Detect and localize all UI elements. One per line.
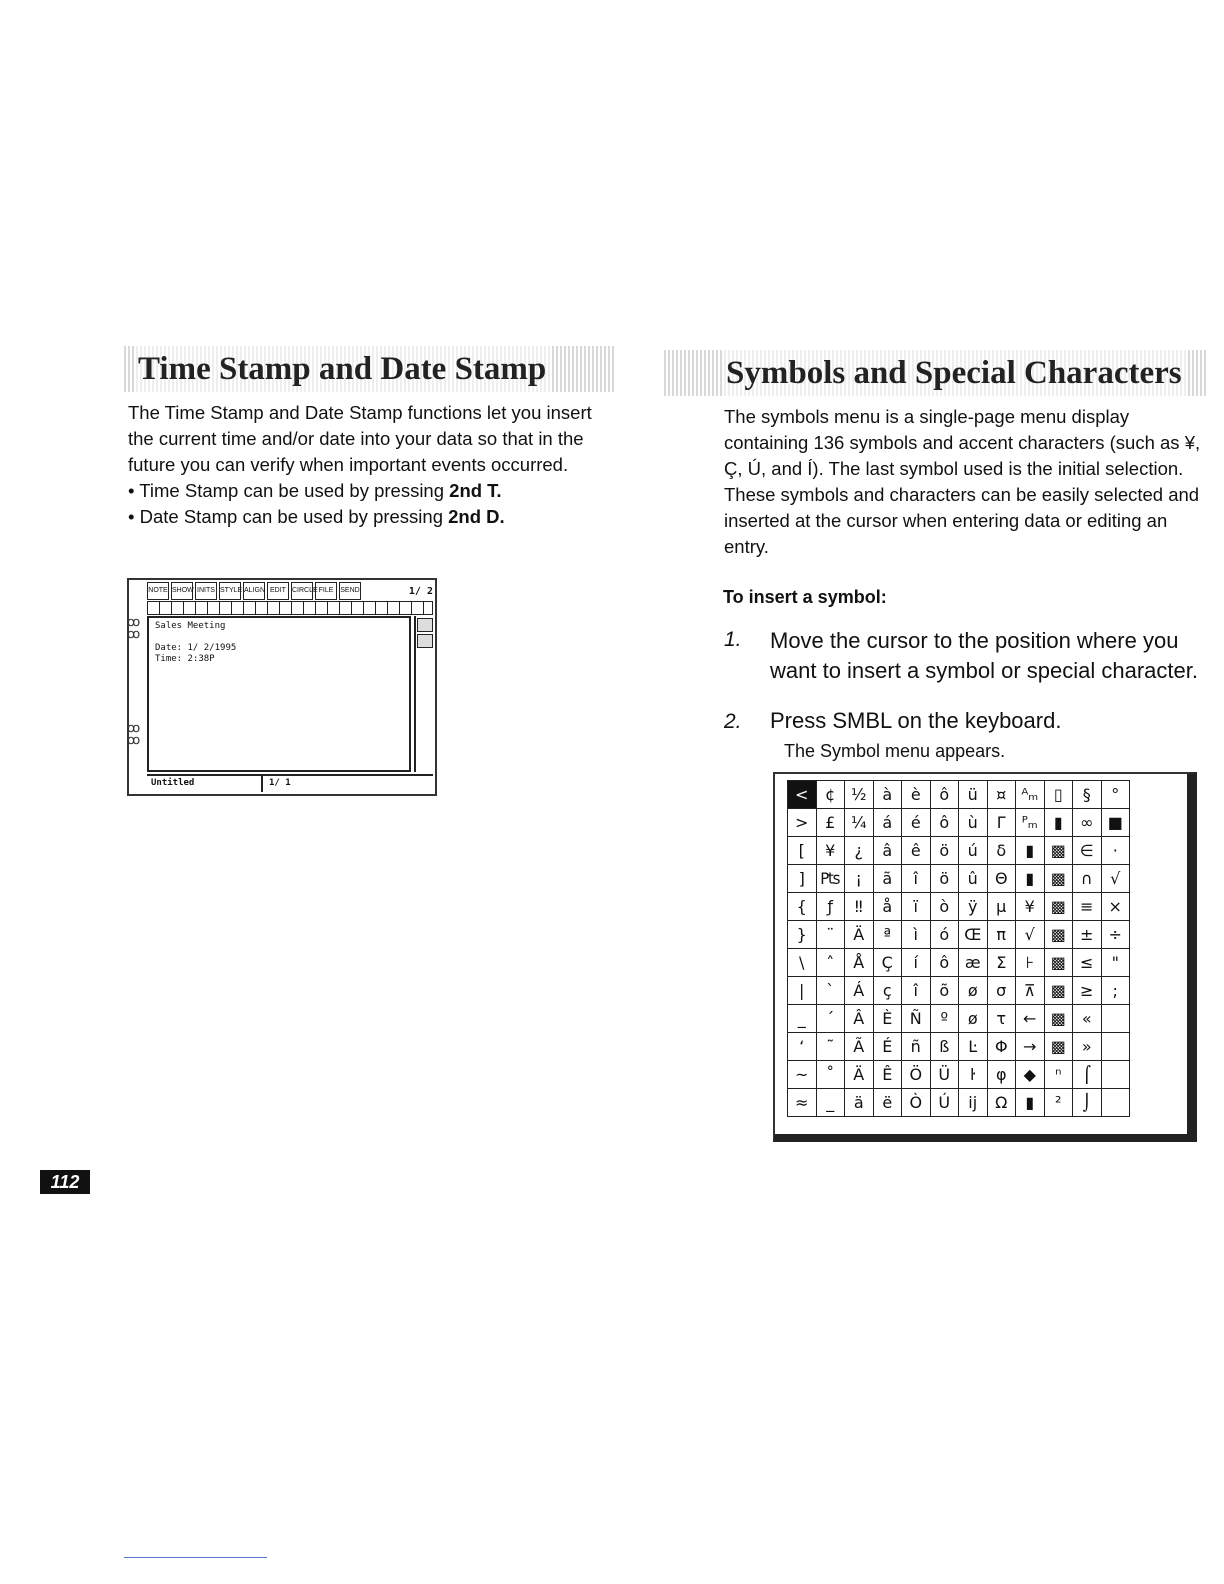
symbol-cell[interactable]: π	[988, 921, 1017, 949]
symbol-cell[interactable]: Á	[845, 977, 874, 1005]
symbol-cell[interactable]: ¢	[817, 781, 846, 809]
symbol-cell[interactable]: û	[959, 865, 988, 893]
symbol-cell[interactable]: ù	[959, 809, 988, 837]
step-2-text: Press SMBL on the keyboard.	[770, 708, 1062, 733]
symbol-cell[interactable]: ▮	[1016, 865, 1045, 893]
bullet-time-text: Time Stamp can be used by pressing	[139, 480, 450, 501]
bullet-time-stamp	[128, 478, 618, 504]
symbol-cell[interactable]: ¥	[1016, 893, 1045, 921]
symbol-cell[interactable]: Â	[845, 1005, 874, 1033]
symbol-cell[interactable]: Ŀ	[959, 1033, 988, 1061]
symbol-cell[interactable]: Ç	[874, 949, 903, 977]
bullet-date-stamp	[128, 504, 618, 530]
symbol-cell[interactable]: ₧	[817, 865, 846, 893]
step-2-note: The Symbol menu appears.	[784, 741, 1006, 761]
symbol-cell[interactable]: Σ	[988, 949, 1017, 977]
symbol-cell[interactable]: \	[788, 949, 817, 977]
symbol-cell[interactable]: Γ	[988, 809, 1017, 837]
symbol-cell[interactable]: ×	[1102, 893, 1131, 921]
symbol-cell[interactable]: â	[874, 837, 903, 865]
binder-rings-bottom: ꝏ ꝏ	[127, 720, 141, 747]
symbol-cell[interactable]: é	[902, 809, 931, 837]
status-filename: Untitled	[147, 776, 263, 792]
symbol-cell[interactable]: »	[1073, 1033, 1102, 1061]
time-stamp-intro-text: The Time Stamp and Date Stamp functions let you insert the current time and/or date into your data so that in the future you can verify when important events occurred.	[128, 402, 592, 475]
symbol-cell[interactable]: ▩	[1045, 921, 1074, 949]
symbol-cell[interactable]: ▮	[1016, 1089, 1045, 1117]
device-document[interactable]	[147, 616, 411, 772]
symbol-cell[interactable]: >	[788, 809, 817, 837]
symbol-cell[interactable]: è	[902, 781, 931, 809]
symbol-cell[interactable]: ⁿ	[1045, 1061, 1074, 1089]
symbol-cell[interactable]: °	[1102, 781, 1131, 809]
bullet-time-key: 2nd T.	[449, 480, 502, 501]
symbol-cell[interactable]: ▮	[1016, 837, 1045, 865]
symbol-cell[interactable]: ÷	[1102, 921, 1131, 949]
time-stamp-intro	[128, 400, 618, 530]
symbol-cell[interactable]: á	[874, 809, 903, 837]
symbol-cell[interactable]: Ê	[874, 1061, 903, 1089]
symbol-cell[interactable]	[1102, 1061, 1131, 1089]
device-ruler	[147, 601, 433, 615]
step-2-number: 2.	[724, 710, 742, 733]
binder-rings-top: ꝏ ꝏ	[127, 614, 141, 641]
symbol-cell[interactable]: ò	[931, 893, 960, 921]
symbol-cell[interactable]: ë	[874, 1089, 903, 1117]
symbol-cell[interactable]: Ω	[988, 1089, 1017, 1117]
symbol-menu	[773, 772, 1197, 1142]
symbol-cell[interactable]: ▩	[1045, 977, 1074, 1005]
symbol-cell[interactable]: î	[902, 865, 931, 893]
symbol-cell[interactable]: Θ	[988, 865, 1017, 893]
doc-title: Sales Meeting	[155, 621, 226, 631]
symbol-cell[interactable]: Φ	[988, 1033, 1017, 1061]
symbol-cell[interactable]: ö	[931, 865, 960, 893]
symbol-cell[interactable]: ▩	[1045, 837, 1074, 865]
toolbar-note-button[interactable]: NOTE	[147, 582, 169, 600]
toolbar-edit-button[interactable]: EDIT	[267, 582, 289, 600]
symbol-cell[interactable]: ▩	[1045, 893, 1074, 921]
symbol-cell[interactable]: ▩	[1045, 865, 1074, 893]
symbol-grid	[787, 780, 1130, 1117]
symbol-cell[interactable]: ã	[874, 865, 903, 893]
step-1-number: 1.	[724, 628, 742, 651]
symbol-cell[interactable]: Ü	[931, 1061, 960, 1089]
symbol-cell[interactable]: τ	[988, 1005, 1017, 1033]
symbol-cell[interactable]: ∈	[1073, 837, 1102, 865]
toolbar-file-button[interactable]: FILE	[315, 582, 337, 600]
doc-date-line: Date: 1/ 2/1995	[155, 643, 237, 653]
symbol-cell[interactable]: δ	[988, 837, 1017, 865]
symbol-cell[interactable]: ö	[931, 837, 960, 865]
symbol-cell[interactable]: `	[817, 977, 846, 1005]
symbols-intro	[724, 404, 1208, 560]
symbol-cell[interactable]: ‼	[845, 893, 874, 921]
symbol-cell[interactable]: ô	[931, 781, 960, 809]
bullet-date-text: Date Stamp can be used by pressing	[139, 506, 449, 527]
symbol-cell[interactable]	[1102, 1005, 1131, 1033]
symbol-cell[interactable]: ≥	[1073, 977, 1102, 1005]
symbol-cell[interactable]: ;	[1102, 977, 1131, 1005]
symbol-cell[interactable]: ◆	[1016, 1061, 1045, 1089]
symbol-cell[interactable]: ÿ	[959, 893, 988, 921]
symbol-cell[interactable]: }	[788, 921, 817, 949]
symbol-cell[interactable]: Å	[845, 949, 874, 977]
symbol-cell[interactable]: ñ	[902, 1033, 931, 1061]
symbol-cell[interactable]: à	[874, 781, 903, 809]
symbol-cell[interactable]: ▩	[1045, 1005, 1074, 1033]
symbol-cell[interactable]: å	[874, 893, 903, 921]
symbol-cell[interactable]: Ä	[845, 1061, 874, 1089]
symbol-cell[interactable]: ï	[902, 893, 931, 921]
symbol-cell[interactable]: ô	[931, 949, 960, 977]
symbol-cell[interactable]: [	[788, 837, 817, 865]
symbol-cell[interactable]: ¥	[817, 837, 846, 865]
symbol-cell[interactable]: ó	[931, 921, 960, 949]
symbol-cell[interactable]: |	[788, 977, 817, 1005]
scroll-down-button[interactable]	[417, 634, 433, 648]
symbol-cell[interactable]	[1102, 1089, 1131, 1117]
status-position: 1/ 1	[269, 778, 291, 788]
symbol-cell[interactable]: Ö	[902, 1061, 931, 1089]
symbol-cell[interactable]: ▯	[1045, 781, 1074, 809]
symbols-intro-text: The symbols menu is a single-page menu display containing 136 symbols and accent characters (such as ¥, Ç, Ú, and Í). The last symbol used is the initial selection. These symbols and characters can be easily selected and inserted at the cursor when entering data or editing an entry.	[724, 406, 1201, 557]
toolbar-show-button[interactable]: SHOW	[171, 582, 193, 600]
symbol-cell[interactable]: ←	[1016, 1005, 1045, 1033]
symbol-cell[interactable]: →	[1016, 1033, 1045, 1061]
bullet-date-key: 2nd D.	[448, 506, 505, 527]
symbol-cell[interactable]: ƒ	[817, 893, 846, 921]
toolbar-style-button[interactable]: STYLE	[219, 582, 241, 600]
symbol-cell[interactable]: É	[874, 1033, 903, 1061]
time-stamp-heading: Time Stamp and Date Stamp	[134, 346, 550, 392]
symbol-cell[interactable]: √	[1102, 865, 1131, 893]
symbol-cell[interactable]: ˜	[817, 1033, 846, 1061]
symbol-cell[interactable]: ≡	[1073, 893, 1102, 921]
symbol-cell[interactable]: ª	[874, 921, 903, 949]
symbol-cell[interactable]: ≈	[788, 1089, 817, 1117]
symbol-cell[interactable]: ç	[874, 977, 903, 1005]
doc-time-line: Time: 2:38P	[155, 654, 215, 664]
symbol-cell[interactable]: º	[931, 1005, 960, 1033]
symbol-cell[interactable]: ⊼	[1016, 977, 1045, 1005]
symbol-cell[interactable]: ∩	[1073, 865, 1102, 893]
page-number-badge: 112	[40, 1170, 90, 1194]
symbol-cell[interactable]: ±	[1073, 921, 1102, 949]
toolbar-send-button[interactable]: SEND	[339, 582, 361, 600]
device-scrollbar	[414, 616, 432, 772]
symbol-cell[interactable]: ú	[959, 837, 988, 865]
symbol-cell[interactable]: ⌠	[1073, 1061, 1102, 1089]
time-stamp-bullets	[128, 478, 618, 530]
symbol-cell[interactable]: ¤	[988, 781, 1017, 809]
symbol-cell[interactable]: Ã	[845, 1033, 874, 1061]
symbol-cell[interactable]	[1102, 1033, 1131, 1061]
symbol-cell[interactable]: Ä	[845, 921, 874, 949]
scroll-up-button[interactable]	[417, 618, 433, 632]
symbol-cell[interactable]: ŀ	[959, 1061, 988, 1089]
symbol-cell[interactable]: ˚	[817, 1061, 846, 1089]
symbol-cell[interactable]: ø	[959, 977, 988, 1005]
symbol-cell[interactable]: ü	[959, 781, 988, 809]
toolbar-circle-button[interactable]: CIRCLE	[291, 582, 313, 600]
symbol-cell[interactable]: î	[902, 977, 931, 1005]
symbol-cell[interactable]: §	[1073, 781, 1102, 809]
symbol-cell[interactable]: ≤	[1073, 949, 1102, 977]
symbol-cell[interactable]: ß	[931, 1033, 960, 1061]
symbol-cell[interactable]: µ	[988, 893, 1017, 921]
symbol-cell[interactable]: ²	[1045, 1089, 1074, 1117]
step-1-text: Move the cursor to the position where you want to insert a symbol or special character.	[770, 628, 1198, 683]
symbol-cell[interactable]: ø	[959, 1005, 988, 1033]
symbol-cell[interactable]: ´	[817, 1005, 846, 1033]
symbol-cell[interactable]: ⌡	[1073, 1089, 1102, 1117]
symbol-cell[interactable]: ê	[902, 837, 931, 865]
symbol-cell[interactable]: ∞	[1073, 809, 1102, 837]
symbol-cell[interactable]: <	[788, 781, 817, 809]
symbol-cell[interactable]: ¼	[845, 809, 874, 837]
symbol-cell[interactable]: Œ	[959, 921, 988, 949]
symbol-cell[interactable]: È	[874, 1005, 903, 1033]
symbol-cell[interactable]: ¿	[845, 837, 874, 865]
symbol-cell[interactable]: "	[1102, 949, 1131, 977]
symbol-cell[interactable]: ▩	[1045, 949, 1074, 977]
symbol-cell[interactable]: ij	[959, 1089, 988, 1117]
symbol-cell[interactable]: ˄	[817, 949, 846, 977]
symbol-cell[interactable]: ~	[788, 1061, 817, 1089]
device-status-bar	[147, 774, 433, 792]
device-toolbar	[147, 582, 433, 600]
symbol-cell[interactable]: ¡	[845, 865, 874, 893]
symbol-cell[interactable]: σ	[988, 977, 1017, 1005]
symbol-cell[interactable]: Ò	[902, 1089, 931, 1117]
symbol-cell[interactable]: φ	[988, 1061, 1017, 1089]
symbol-cell[interactable]: í	[902, 949, 931, 977]
symbol-cell[interactable]: õ	[931, 977, 960, 1005]
symbol-cell[interactable]: Ñ	[902, 1005, 931, 1033]
symbol-cell[interactable]: ‘	[788, 1033, 817, 1061]
symbol-cell[interactable]: «	[1073, 1005, 1102, 1033]
symbol-cell[interactable]: ¨	[817, 921, 846, 949]
footer-rule	[124, 1557, 267, 1558]
symbol-cell[interactable]: ᴬₘ	[1016, 781, 1045, 809]
symbol-cell[interactable]: ᴾₘ	[1016, 809, 1045, 837]
symbol-cell[interactable]: _	[788, 1005, 817, 1033]
symbol-cell[interactable]: ▮	[1045, 809, 1074, 837]
symbols-heading: Symbols and Special Characters	[722, 350, 1186, 396]
toolbar-inits-button[interactable]: INITS	[195, 582, 217, 600]
symbol-cell[interactable]: Ú	[931, 1089, 960, 1117]
device-screenshot	[127, 578, 437, 796]
symbol-cell[interactable]: ä	[845, 1089, 874, 1117]
symbol-cell[interactable]: ⊦	[1016, 949, 1045, 977]
symbol-cell[interactable]: ]	[788, 865, 817, 893]
symbol-cell[interactable]: ▩	[1045, 1033, 1074, 1061]
insert-symbol-subhead: To insert a symbol:	[723, 587, 887, 607]
device-page-indicator: 1/ 2	[408, 585, 433, 597]
symbol-cell[interactable]: {	[788, 893, 817, 921]
symbol-cell[interactable]: ½	[845, 781, 874, 809]
symbol-cell[interactable]: £	[817, 809, 846, 837]
symbol-cell[interactable]: √	[1016, 921, 1045, 949]
symbol-cell[interactable]: ·	[1102, 837, 1131, 865]
toolbar-align-button[interactable]: ALIGN	[243, 582, 265, 600]
symbol-cell[interactable]: ì	[902, 921, 931, 949]
symbol-cell[interactable]: _	[817, 1089, 846, 1117]
symbol-cell[interactable]: ô	[931, 809, 960, 837]
symbol-cell[interactable]: æ	[959, 949, 988, 977]
symbol-cell[interactable]: ■	[1102, 809, 1131, 837]
